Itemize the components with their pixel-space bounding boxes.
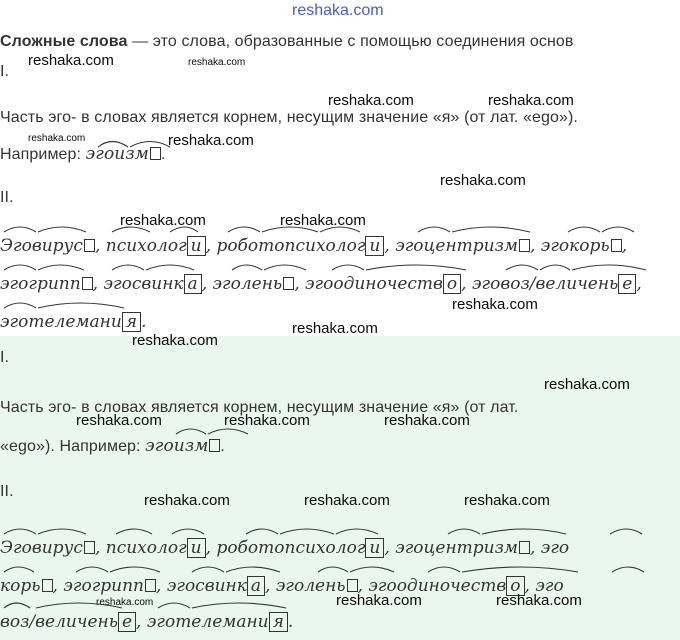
word-egotelemania: эготелемани — [0, 312, 122, 332]
green-words-line-3: воз/величень е , эготелемани я . — [0, 612, 294, 632]
watermark: reshaka.com — [144, 492, 230, 509]
watermark: reshaka.com — [488, 92, 574, 109]
watermark-top: reshaka.com — [292, 2, 384, 19]
word-egosvinka: эгосвинк — [166, 576, 247, 596]
word-egogripp: эгогрипп — [63, 576, 145, 596]
green-example-line: «ego»). Например: эгоизм . — [0, 436, 225, 456]
green-section-2-label: II. — [0, 483, 14, 500]
green-section-1-label: I. — [0, 349, 10, 366]
ending-box: и — [187, 538, 206, 558]
word-egolen: эголень — [212, 274, 283, 294]
watermark: reshaka.com — [280, 212, 366, 229]
null-ending-box — [42, 579, 53, 592]
words-line-2: эгогрипп , эгосвинк а , эголень , эгоодиночеств о , эговоз/величень е , — [0, 274, 642, 294]
word-egoodinochestvo: эгоодиночеств — [368, 576, 507, 596]
words-line-3: эготелемани я . — [0, 312, 147, 332]
intro-rest: — это слова, образованные с помощью соединения основ — [127, 33, 574, 50]
ending-box: я — [269, 612, 288, 632]
example-line: Например: эгоизм . — [0, 144, 166, 164]
null-ending-box — [82, 277, 93, 290]
ending-box: и — [365, 236, 384, 256]
word-voz: воз — [0, 612, 30, 632]
green-example-word: эгоизм — [145, 436, 209, 456]
watermark: reshaka.com — [452, 296, 538, 313]
intro-definition — [0, 32, 574, 52]
ending-box: а — [184, 274, 202, 294]
word-psiholog: психолог — [105, 538, 187, 558]
watermark: reshaka.com — [188, 57, 246, 68]
null-ending-box — [519, 541, 530, 554]
watermark: reshaka.com — [496, 592, 582, 609]
watermark: reshaka.com — [292, 320, 378, 337]
null-ending-box — [209, 439, 220, 452]
word-egotelemania: эготелемани — [146, 612, 269, 632]
watermark: reshaka.com — [336, 592, 422, 609]
watermark: reshaka.com — [544, 376, 630, 393]
example-prefix: Например: — [0, 146, 82, 163]
words-line-1: Эговирус , психолог и , роботопсихолог и , эгоцентризм , эгокорь , — [0, 236, 628, 256]
word-egocentrizm: эгоцентризм — [395, 236, 518, 256]
watermark: reshaka.com — [96, 597, 154, 608]
null-ending-box — [145, 579, 156, 592]
section-2-label: II. — [0, 189, 14, 206]
watermark: reshaka.com — [440, 172, 526, 189]
word-egolen: эголень — [275, 576, 346, 596]
ending-box: о — [443, 274, 461, 294]
null-ending-box — [84, 239, 95, 252]
null-ending-box — [84, 541, 95, 554]
green-section-1-text: Часть эго- в словах является корнем, несущим значение «я» (от лат. — [0, 399, 519, 416]
green-words-line-1: Эговирус , психолог и , роботопсихолог и , эгоцентризм , эго — [0, 538, 570, 558]
null-ending-box — [283, 277, 294, 290]
ending-box: и — [187, 236, 206, 256]
section-1-label: I. — [0, 63, 10, 80]
word-robotopsiholog: роботопсихолог — [216, 538, 366, 558]
watermark: reshaka.com — [224, 412, 310, 429]
word-velichen: величень — [35, 612, 118, 632]
ending-box: и — [365, 538, 384, 558]
intro-term: Сложные слова — [0, 33, 128, 50]
word-egogripp: эгогрипп — [0, 274, 81, 294]
word-egovirus: Эговирус — [0, 236, 83, 256]
section-1-text: Часть эго- в словах является корнем, несущим значение «я» (от лат. «ego»). — [0, 109, 578, 126]
word-kor: корь — [0, 576, 41, 596]
word-robotopsiholog: роботопсихолог — [216, 236, 366, 256]
null-ending-box — [347, 579, 358, 592]
ending-box: о — [506, 576, 524, 596]
null-ending-box — [150, 147, 161, 160]
watermark: reshaka.com — [76, 412, 162, 429]
green-words-line-2: корь , эгогрипп , эгосвинк а , эголень , эгоодиночеств о , эго — [0, 576, 564, 596]
word-egocentrizm: эгоцентризм — [395, 538, 518, 558]
null-ending-box — [519, 239, 530, 252]
watermark: reshaka.com — [28, 133, 86, 144]
watermark: reshaka.com — [168, 132, 254, 149]
word-psiholog: психолог — [105, 236, 187, 256]
watermark: reshaka.com — [328, 92, 414, 109]
example-word: эгоизм — [85, 144, 149, 164]
green-example-prefix: «ego»). Например: — [0, 438, 141, 455]
word-velichen: величень — [535, 274, 619, 294]
ending-box: а — [247, 576, 265, 596]
word-egokor: эгокорь — [540, 236, 610, 256]
word-ego: эго — [540, 538, 570, 558]
watermark: reshaka.com — [132, 332, 218, 349]
ending-box: е — [618, 274, 636, 294]
null-ending-box — [611, 239, 622, 252]
word-egosvinka: эгосвинк — [103, 274, 184, 294]
watermark: reshaka.com — [120, 212, 206, 229]
ending-box: я — [122, 312, 141, 332]
word-egovoz: эговоз — [471, 274, 530, 294]
watermark: reshaka.com — [304, 492, 390, 509]
ending-box: е — [118, 612, 136, 632]
watermark: reshaka.com — [28, 52, 114, 69]
word-egovirus: Эговирус — [0, 538, 83, 558]
word-ego: эго — [535, 576, 564, 596]
watermark: reshaka.com — [464, 492, 550, 509]
word-egoodinochestvo: эгоодиночеств — [305, 274, 443, 294]
watermark: reshaka.com — [384, 412, 470, 429]
